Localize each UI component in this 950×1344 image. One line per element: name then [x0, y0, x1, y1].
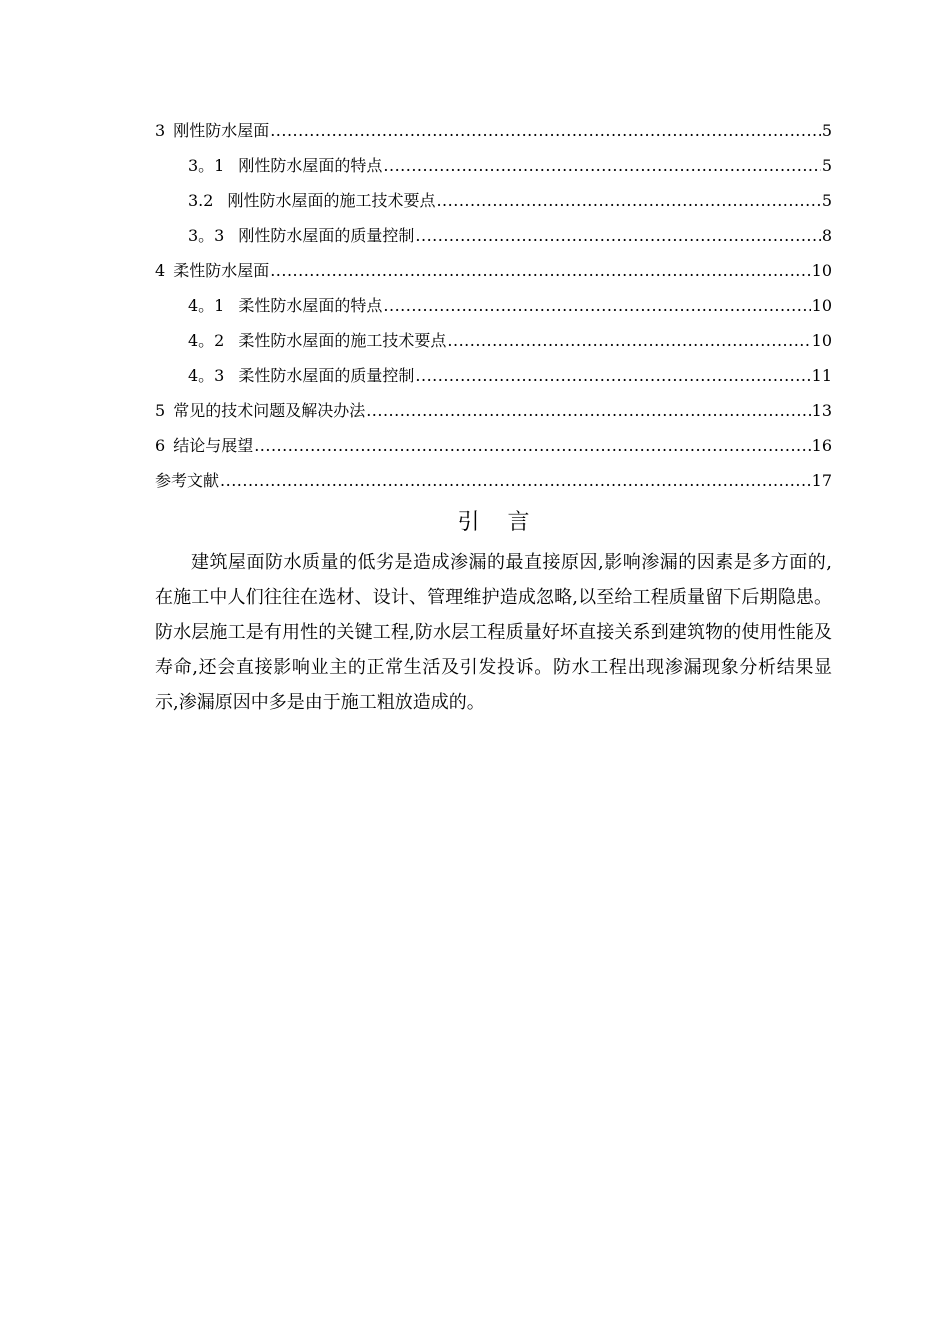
toc-entry[interactable]: [155, 113, 832, 148]
toc-dot-leader: [447, 323, 810, 358]
toc-entry[interactable]: [155, 428, 832, 463]
toc-entry-title: 柔性防水屋面的施工技术要点: [238, 331, 447, 350]
toc-entry-number: 4。1: [188, 296, 225, 315]
toc-dot-leader: [270, 253, 810, 288]
toc-entry[interactable]: [155, 218, 832, 253]
toc-entry-title: 常见的技术问题及解决办法: [173, 401, 366, 420]
toc-entry-number: 6: [155, 436, 166, 455]
toc-dot-leader: [383, 148, 820, 183]
toc-entry-page: 5: [821, 156, 832, 175]
toc-entry-page: 11: [811, 366, 832, 385]
toc-entry-title: 刚性防水屋面的特点: [238, 156, 383, 175]
toc-entry[interactable]: [155, 358, 832, 393]
table-of-contents: [155, 113, 832, 498]
toc-entry-number: 5: [155, 401, 166, 420]
toc-entry-number: 4。2: [188, 331, 225, 350]
toc-dot-leader: [436, 183, 820, 218]
toc-entry-page: 10: [811, 296, 832, 315]
toc-entry-title: 柔性防水屋面: [173, 261, 270, 280]
toc-entry[interactable]: [155, 148, 832, 183]
toc-entry-page: 17: [811, 471, 832, 490]
toc-entry-number: 4。3: [188, 366, 225, 385]
toc-entry[interactable]: [155, 253, 832, 288]
toc-entry-title: 柔性防水屋面的特点: [238, 296, 383, 315]
toc-entry[interactable]: [155, 463, 832, 498]
body-paragraph: 建筑屋面防水质量的低劣是造成渗漏的最直接原因,影响渗漏的因素是多方面的,在施工中人们往往在选材、设计、管理维护造成忽略,以至给工程质量留下后期隐患。防水层施工是有用性的关键工程,防水层工程质量好坏直接关系到建筑物的使用性能及寿命,还会直接影响业主的正常生活及引发投诉。防水工程出现渗漏现象分析结果显示,渗漏原因中多是由于施工粗放造成的。: [155, 552, 832, 713]
toc-entry-page: 13: [811, 401, 832, 420]
toc-entry-page: 5: [821, 121, 832, 140]
toc-entry-page: 10: [811, 331, 832, 350]
toc-entry-page: 16: [811, 436, 832, 455]
toc-dot-leader: [366, 393, 810, 428]
toc-entry-page: 8: [821, 226, 832, 245]
toc-dot-leader: [383, 288, 810, 323]
toc-dot-leader: [415, 358, 810, 393]
toc-entry[interactable]: [155, 393, 832, 428]
toc-entry-title: 刚性防水屋面的质量控制: [238, 226, 415, 245]
toc-entry-title: 参考文献: [155, 471, 220, 490]
toc-entry-title: 刚性防水屋面的施工技术要点: [227, 191, 436, 210]
toc-dot-leader: [254, 428, 810, 463]
toc-entry-page: 5: [821, 191, 832, 210]
toc-entry[interactable]: [155, 183, 832, 218]
toc-dot-leader: [415, 218, 820, 253]
toc-entry-title: 柔性防水屋面的质量控制: [238, 366, 415, 385]
toc-entry-number: 3。1: [188, 156, 225, 175]
toc-entry-title: 刚性防水屋面: [173, 121, 270, 140]
toc-dot-leader: [270, 113, 821, 148]
toc-entry-number: 3.2: [188, 191, 214, 210]
toc-dot-leader: [220, 463, 811, 498]
toc-entry-page: 10: [811, 261, 832, 280]
toc-entry-number: 3。3: [188, 226, 225, 245]
toc-entry[interactable]: [155, 323, 832, 358]
toc-entry-title: 结论与展望: [173, 436, 254, 455]
section-heading: 引言: [457, 510, 558, 535]
toc-entry[interactable]: [155, 288, 832, 323]
toc-entry-number: 4: [155, 261, 166, 280]
toc-entry-number: 3: [155, 121, 166, 140]
